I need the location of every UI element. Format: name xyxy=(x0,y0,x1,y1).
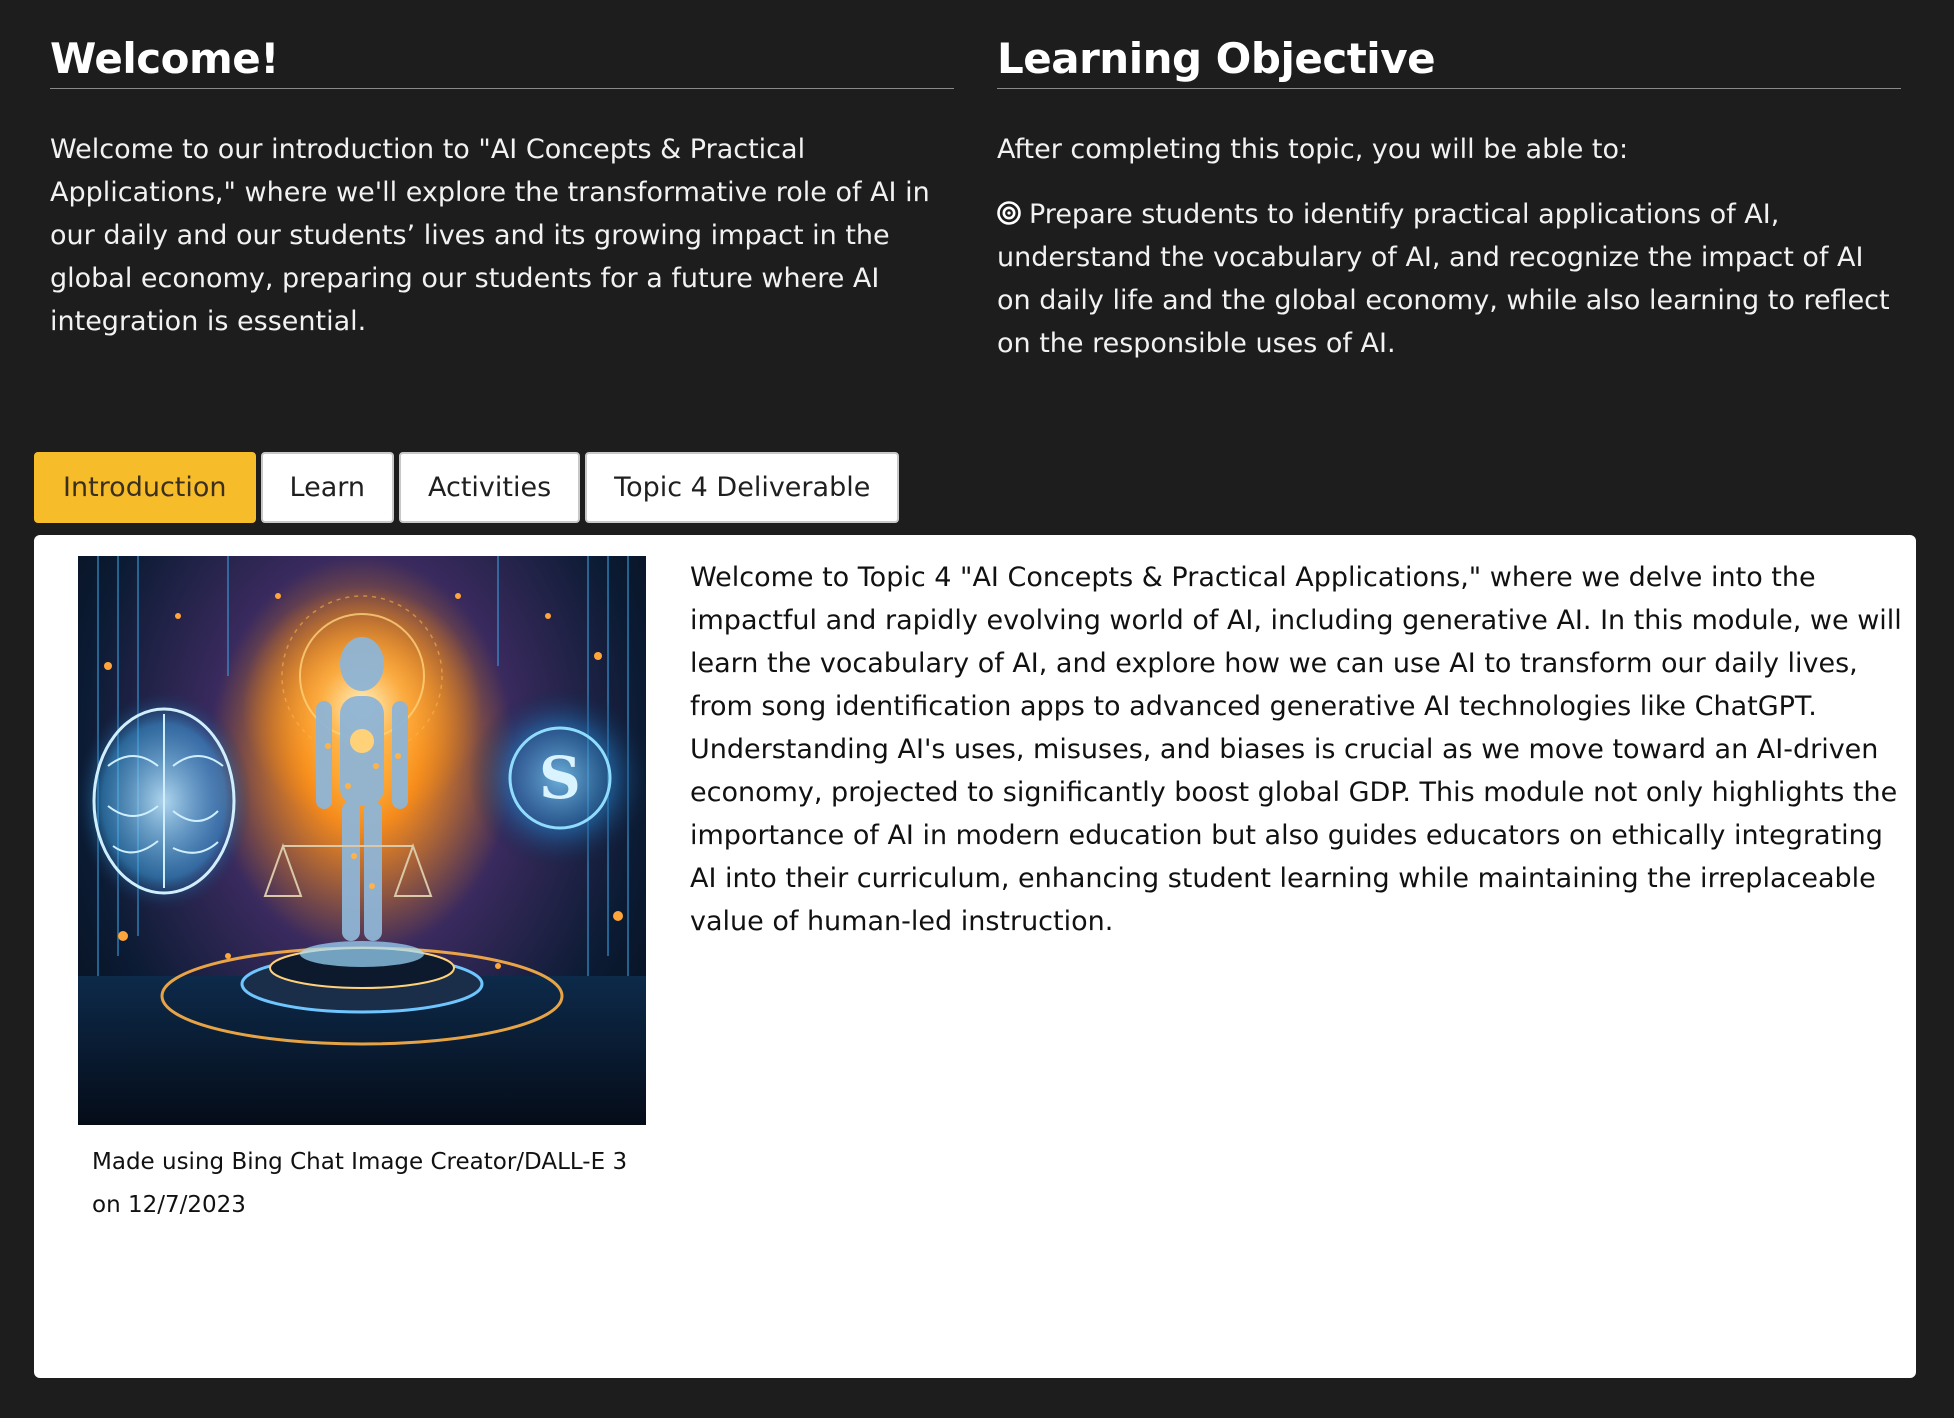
welcome-section xyxy=(50,30,954,343)
learning-objective-heading: Learning Objective xyxy=(997,30,1901,89)
tab-activities[interactable]: Activities xyxy=(399,452,580,523)
tab-introduction[interactable]: Introduction xyxy=(34,452,256,523)
target-icon xyxy=(997,201,1021,225)
tab-learn[interactable]: Learn xyxy=(261,452,394,523)
tab-topic-4-deliverable[interactable]: Topic 4 Deliverable xyxy=(585,452,899,523)
tab-content-panel xyxy=(34,535,1916,1378)
introduction-text: Welcome to Topic 4 "AI Concepts & Practical Applications," where we delve into the impactful and rapidly evolving world of AI, including generative AI. In this module, we will learn the vocabulary of AI, and explore how we can use AI to transform our daily lives, from song identification apps to advanced generative AI technologies like ChatGPT. Understanding AI's uses, misuses, and biases is crucial as we move toward an AI-driven economy, projected to significantly boost global GDP. This module not only highlights the importance of AI in modern education but also guides educators on ethically integrating AI into their curriculum, enhancing student learning while maintaining the irreplaceable value of human-led instruction. xyxy=(690,562,1902,937)
topic-tabs xyxy=(34,452,899,523)
objective-lead: After completing this topic, you will be able to: xyxy=(997,134,1629,165)
ai-illustration-image xyxy=(78,556,646,1125)
learning-objective-section xyxy=(997,30,1901,365)
svg-text:S: S xyxy=(539,744,581,812)
objective-item-text: Prepare students to identify practical applications of AI, understand the vocabulary of AI, and recognize the impact of AI on daily life and the global economy, while also learning to reflect on the responsible uses of AI. xyxy=(997,199,1890,359)
welcome-text: Welcome to our introduction to "AI Concepts & Practical Applications," where we'll explore the transformative role of AI in our daily and our students’ lives and its growing impact in the global economy, preparing our students for a future where AI integration is essential. xyxy=(50,134,930,337)
objective-item xyxy=(997,193,1901,365)
welcome-heading: Welcome! xyxy=(50,30,954,89)
ai-illustration-art xyxy=(78,556,646,1125)
image-caption: Made using Bing Chat Image Creator/DALL-E 3 on 12/7/2023 xyxy=(92,1149,628,1218)
